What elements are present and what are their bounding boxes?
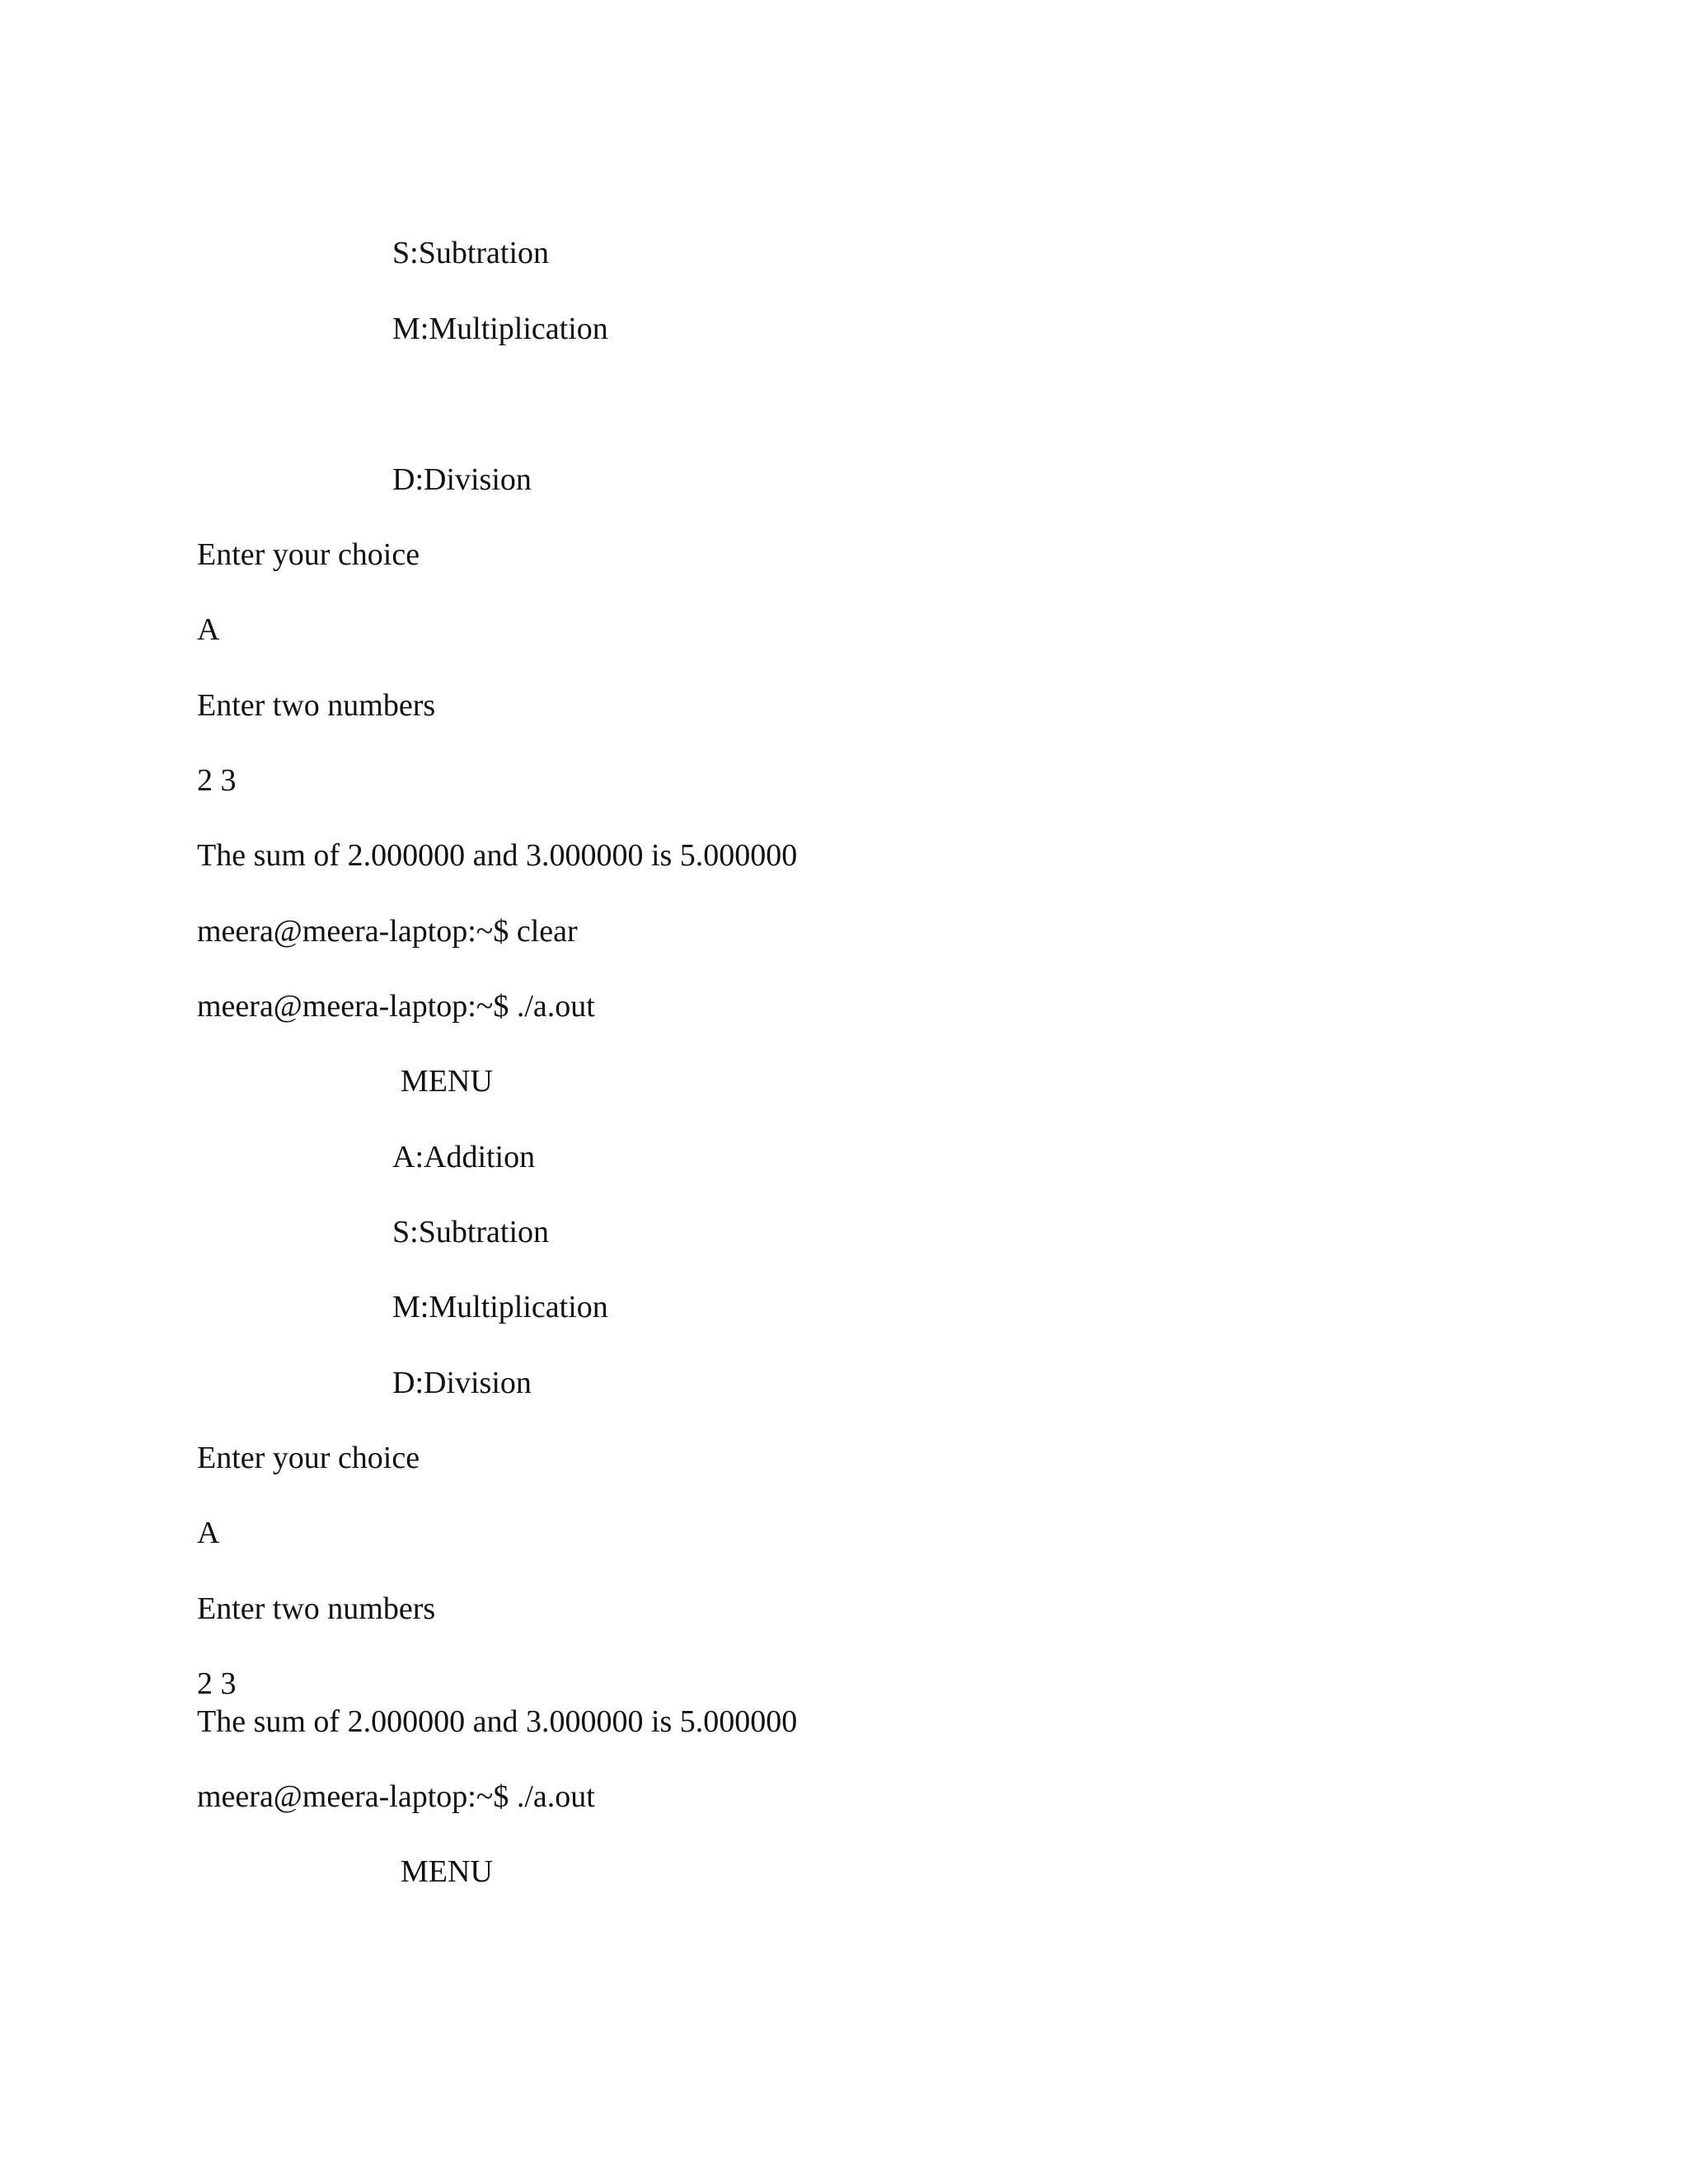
prompt-enter-numbers: Enter two numbers (197, 1591, 436, 1626)
prompt-enter-choice: Enter your choice (197, 1441, 420, 1475)
user-input-choice: A (197, 1516, 220, 1550)
user-input-numbers: 2 3 (197, 1666, 237, 1701)
menu-option-division: D:Division (392, 1366, 532, 1400)
prompt-enter-numbers: Enter two numbers (197, 688, 436, 723)
user-input-choice: A (197, 612, 220, 647)
menu-option-subtraction: S:Subtration (392, 1215, 550, 1249)
menu-heading: MENU (401, 1854, 493, 1889)
shell-command-line: meera@meera-laptop:~$ clear (197, 914, 578, 949)
result-output: The sum of 2.000000 and 3.000000 is 5.000000 (197, 1704, 798, 1739)
prompt-enter-choice: Enter your choice (197, 537, 420, 572)
shell-command-line: meera@meera-laptop:~$ ./a.out (197, 1779, 595, 1814)
user-input-numbers: 2 3 (197, 763, 237, 798)
menu-heading: MENU (401, 1064, 493, 1099)
result-output: The sum of 2.000000 and 3.000000 is 5.000000 (197, 838, 798, 873)
menu-option-addition: A:Addition (392, 1140, 536, 1174)
menu-option-multiplication: M:Multiplication (392, 1290, 608, 1324)
menu-option-multiplication: M:Multiplication (392, 312, 608, 346)
menu-option-subtraction: S:Subtration (392, 236, 550, 270)
menu-option-division: D:Division (392, 462, 532, 497)
shell-command-line: meera@meera-laptop:~$ ./a.out (197, 989, 595, 1024)
